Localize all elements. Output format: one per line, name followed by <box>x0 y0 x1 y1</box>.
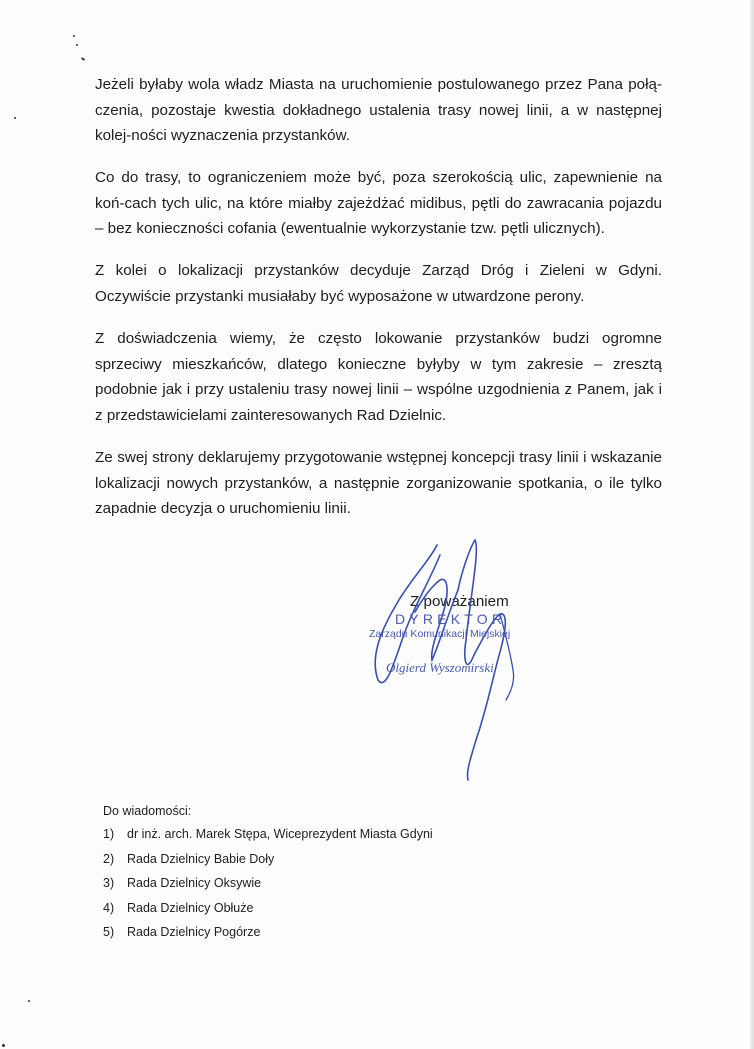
list-item <box>103 827 433 852</box>
list-item-number: 4) <box>103 900 115 915</box>
closing-phrase: Z poważaniem <box>410 593 509 610</box>
paragraph: Jeżeli byłaby wola władz Miasta na uruchomienie postulowanego przez Pana połą-czenia, pozostaje kwestia dokładnego ustalenia trasy nowej linii, a w następnej kolej-ności wyznaczenia przystanków. <box>95 76 662 144</box>
list-item-text: Rada Dzielnicy Pogórze <box>127 925 261 939</box>
distribution-heading: Do wiadomości: <box>103 804 192 818</box>
stamp-name: Olgierd Wyszomirski <box>386 660 494 675</box>
list-item-text: dr inż. arch. Marek Stępa, Wiceprezydent Miasta Gdyni <box>127 827 433 841</box>
scan-speck <box>73 35 75 37</box>
scan-speck <box>14 117 16 119</box>
list-item <box>103 901 433 926</box>
list-item <box>103 852 433 877</box>
list-item <box>103 925 433 950</box>
list-item-number: 5) <box>103 925 115 939</box>
stamp-organization: Zarządu Komunikacji Miejskiej <box>369 628 511 640</box>
scan-speck <box>2 1044 5 1047</box>
paragraph: Co do trasy, to ograniczeniem może być, poza szerokością ulic, zapewnienie na koń-cach tych ulic, na które miałby zajeżdżać midibus, pętli do zawracania pojazdu – bez konieczności cofania (ewentualnie wykorzystanie tzw. pętli ulicznych). <box>95 169 662 237</box>
stamp-title: DYREKTOR <box>395 611 507 627</box>
list-item-number: 1) <box>103 827 115 841</box>
scan-speck <box>81 57 85 61</box>
paragraph: Z doświadczenia wiemy, że często lokowanie przystanków budzi ogromne sprzeciwy mieszkańców, dlatego konieczne byłyby w tym zakresie – zresztą podobnie jak i przy ustaleniu trasy nowej linii – wspólne uzgodnienia z Panem, jak i z przedstawicielami zainteresowanych Rad Dzielnic. <box>95 330 662 424</box>
paragraph: Z kolei o lokalizacji przystanków decyduje Zarząd Dróg i Zieleni w Gdyni. Oczywiście przystanki musiałaby być wyposażone w utwardzone perony. <box>95 262 662 305</box>
scan-speck <box>28 1000 30 1002</box>
paragraph: Ze swej strony deklarujemy przygotowanie wstępnej koncepcji trasy linii i wskazanie lokalizacji nowych przystanków, a następnie zorganizowanie spotkania, o ile tylko zapadnie decyzja o uruchomieniu linii. <box>95 449 662 517</box>
list-item-number: 3) <box>103 876 115 890</box>
list-item-number: 2) <box>103 851 115 866</box>
scan-edge <box>750 0 754 1049</box>
list-item <box>103 876 433 901</box>
scan-speck <box>76 44 78 46</box>
list-item-text: Rada Dzielnicy Babie Doły <box>127 851 275 866</box>
list-item-text: Rada Dzielnicy Oksywie <box>127 876 262 890</box>
list-item-text: Rada Dzielnicy Obłuże <box>127 900 254 915</box>
distribution-list <box>103 827 433 950</box>
